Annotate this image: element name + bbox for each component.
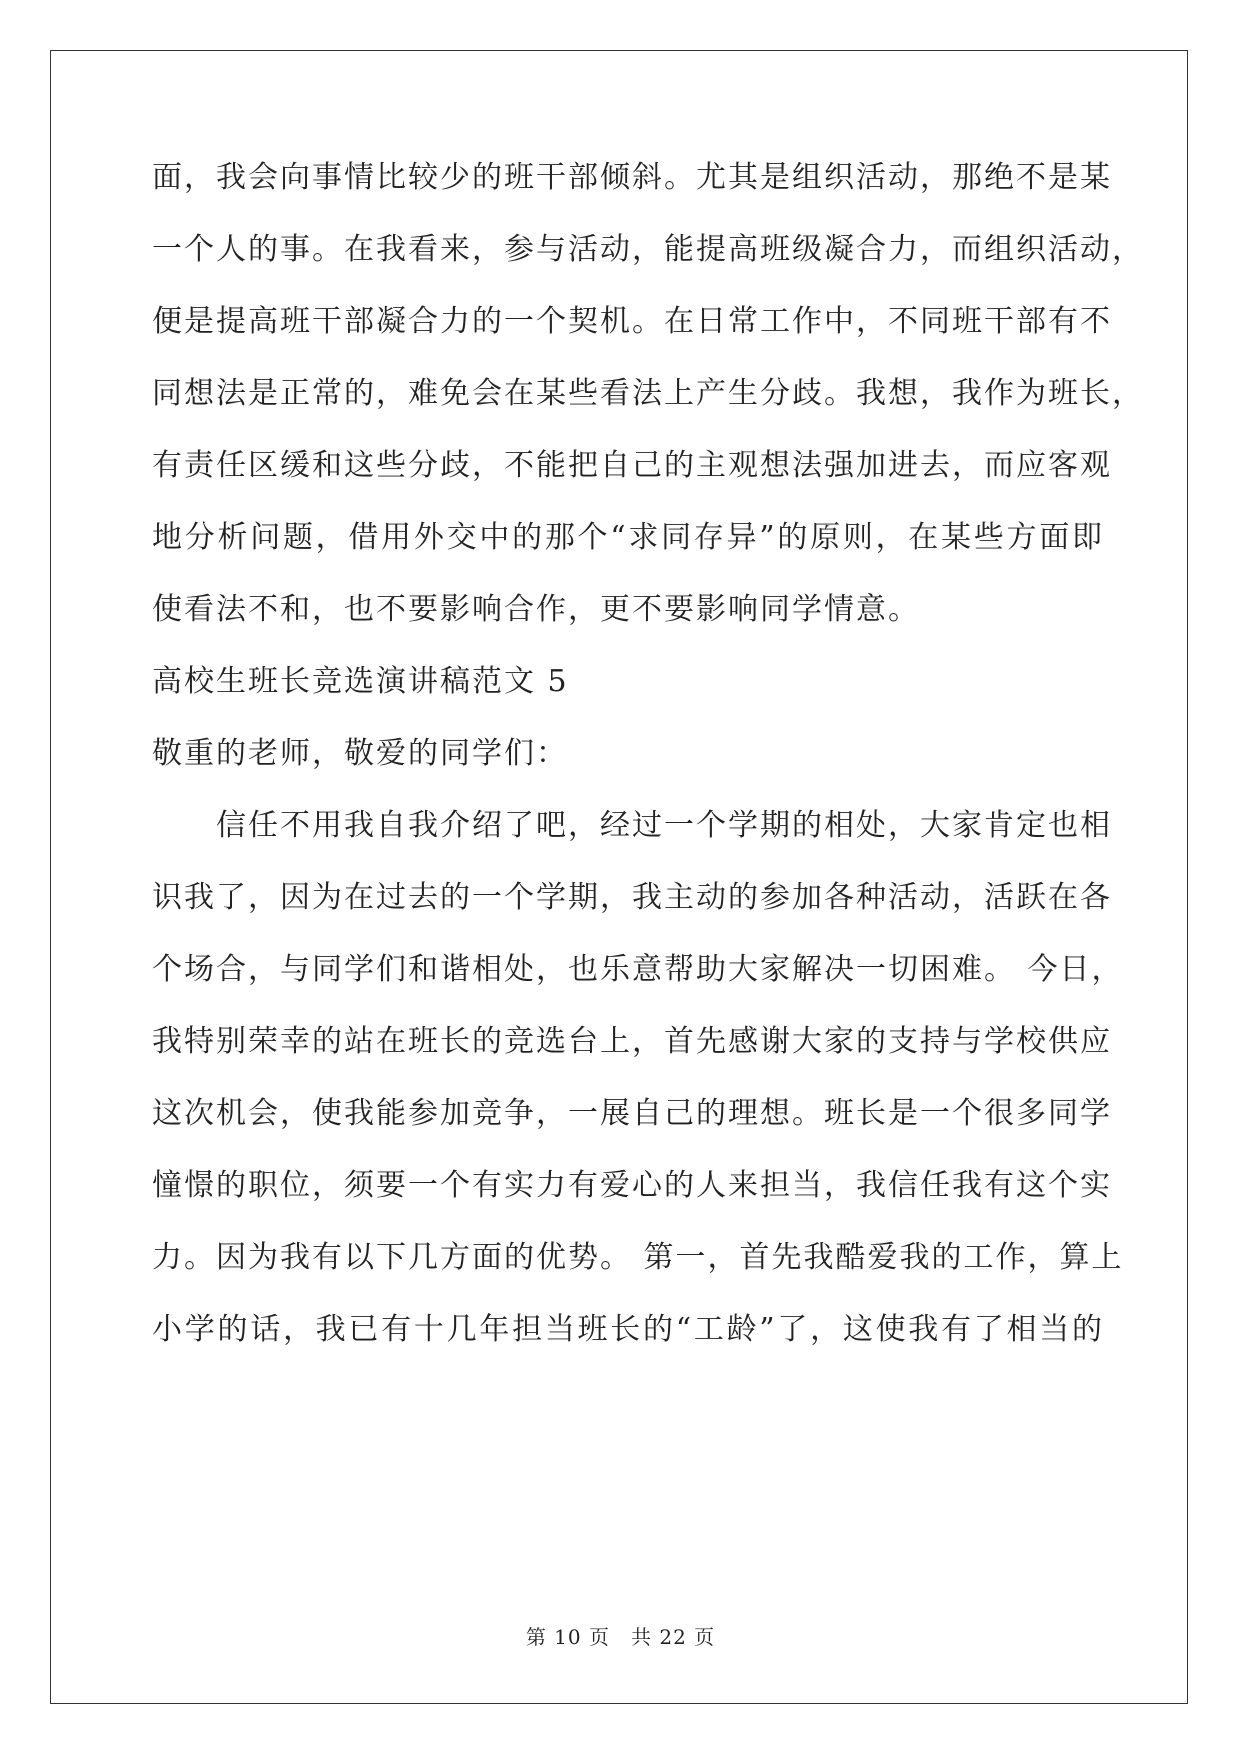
text-line: 憧憬的职位，须要一个有实力有爱心的人来担当，我信任我有这个实 <box>152 1168 1112 1203</box>
text-line: 地分析问题，借用外交中的那个“求同存异”的原则，在某些方面即 <box>152 520 1104 555</box>
text-line: 我特别荣幸的站在班长的竞选台上，首先感谢大家的支持与学校供应 <box>152 1024 1112 1059</box>
text-line: 识我了，因为在过去的一个学期，我主动的参加各种活动，活跃在各 <box>152 880 1112 915</box>
text-line: 这次机会，使我能参加竞争，一展自己的理想。班长是一个很多同学 <box>152 1096 1112 1131</box>
page-number: 第 10 页 共 22 页 <box>525 1625 716 1649</box>
salutation: 敬重的老师，敬爱的同学们： <box>152 736 568 771</box>
text-line: 力。因为我有以下几方面的优势。 第一，首先我酷爱我的工作，算上 <box>152 1240 1124 1275</box>
text-line: 个场合，与同学们和谐相处，也乐意帮助大家解决一切困难。 今日， <box>152 952 1124 987</box>
text-line: 信任不用我自我介绍了吧，经过一个学期的相处，大家肯定也相 <box>152 808 1112 843</box>
section-heading: 高校生班长竞选演讲稿范文 5 <box>152 664 569 699</box>
text-line: 面，我会向事情比较少的班干部倾斜。尤其是组织活动，那绝不是某 <box>152 160 1112 195</box>
text-line: 同想法是正常的，难免会在某些看法上产生分歧。我想，我作为班长， <box>152 376 1144 411</box>
text-line: 一个人的事。在我看来，参与活动，能提高班级凝合力，而组织活动， <box>152 232 1144 267</box>
text-line: 使看法不和，也不要影响合作，更不要影响同学情意。 <box>152 592 920 627</box>
text-line: 便是提高班干部凝合力的一个契机。在日常工作中，不同班干部有不 <box>152 304 1112 339</box>
text-line: 有责任区缓和这些分歧，不能把自己的主观想法强加进去，而应客观 <box>152 448 1112 483</box>
text-line: 小学的话，我已有十几年担当班长的“工龄”了，这使我有了相当的 <box>152 1312 1104 1347</box>
page-frame <box>50 50 1188 1704</box>
